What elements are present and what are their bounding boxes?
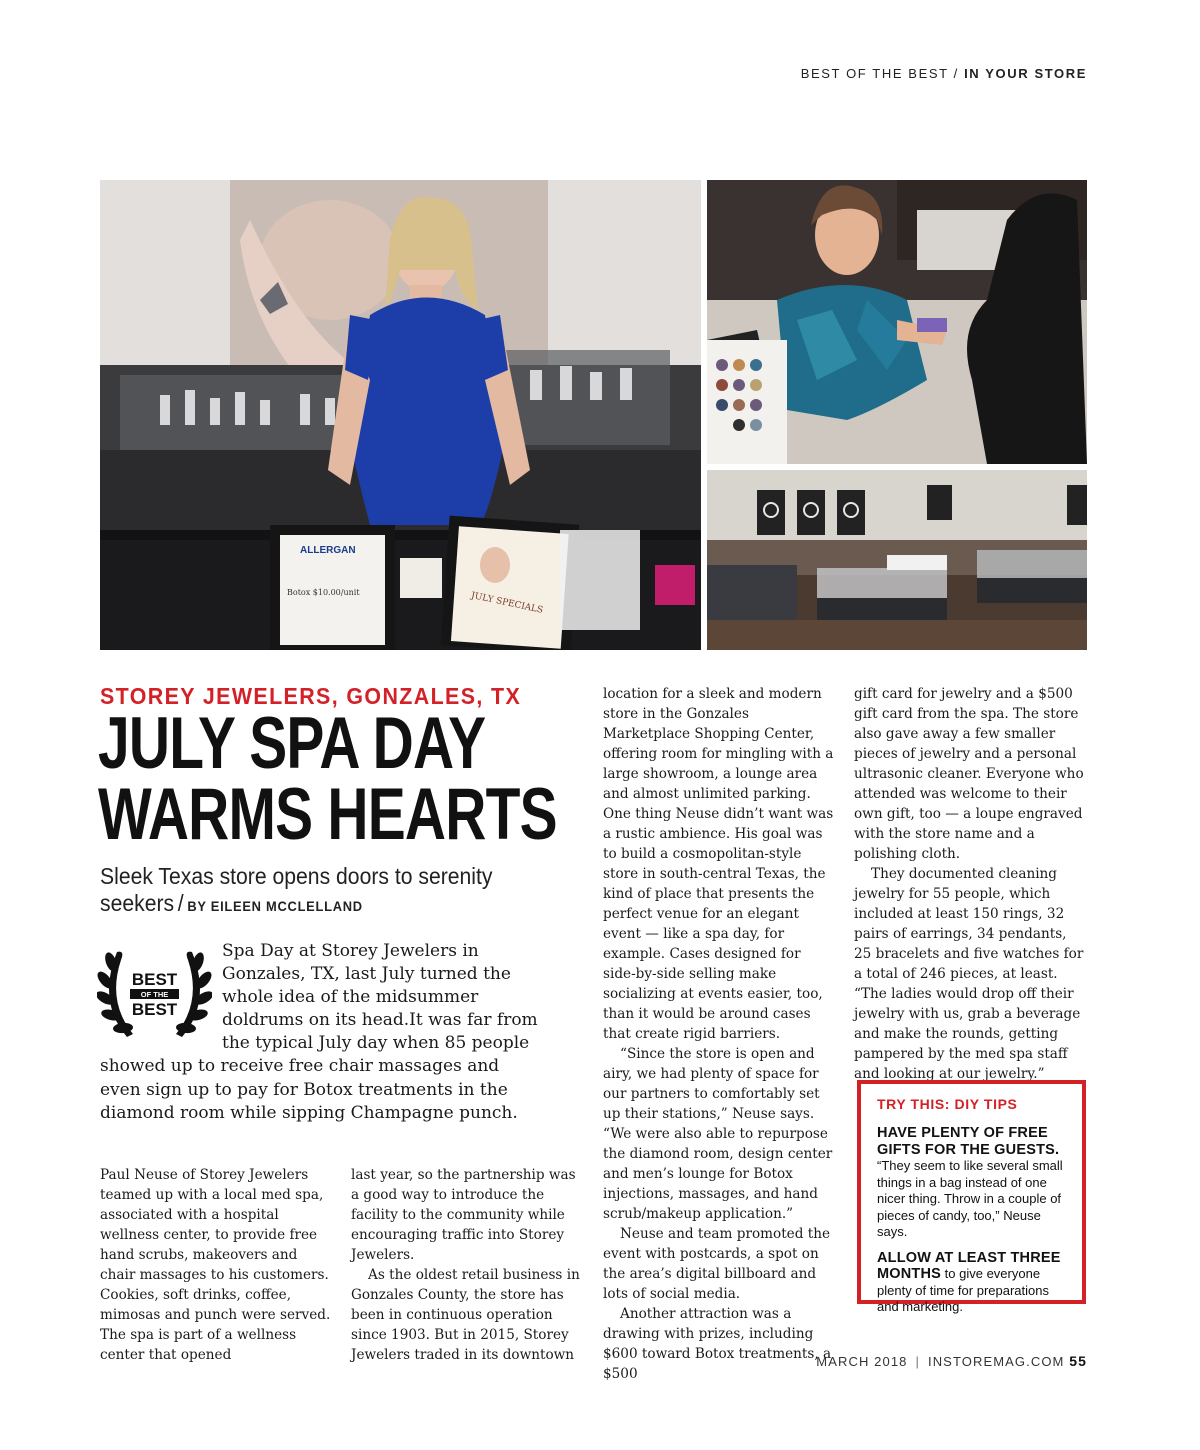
- body-paragraph: Neuse and team promoted the event with postcards, a spot on the area’s digital billboard and lots of social media.: [603, 1226, 830, 1302]
- running-head: [801, 66, 1087, 81]
- body-column-3: [603, 684, 837, 1384]
- footer-separator: |: [915, 1354, 920, 1369]
- body-column-4: [854, 684, 1088, 1084]
- body-column-2: [351, 1165, 583, 1365]
- dek-text: Sleek Texas store opens doors to serenity seekers: [100, 863, 493, 916]
- article-headline: [98, 703, 557, 855]
- tip-item: [877, 1250, 1067, 1316]
- tip-body: to give everyone plenty of time for preparations and marketing.: [877, 1266, 1049, 1314]
- tip-body: “They seem to like several small things in a bag instead of one nicer thing. Throw in a couple of pieces of candy, too,” Neuse says.: [877, 1158, 1063, 1239]
- article-kicker: STOREY JEWELERS, GONZALES, TX: [100, 683, 522, 709]
- badge-text-top: BEST: [131, 970, 178, 989]
- footer-site: INSTOREMAG.COM: [927, 1354, 1065, 1369]
- body-paragraph: gift card for jewelry and a $500 gift card from the spa. The store also gave away a few smaller pieces of jewelry and a personal ultrasonic cleaner. Everyone who attended was welcome to their own gift, too — a loupe engraved with the store name and a polishing cloth.: [854, 686, 1084, 862]
- running-head-subsection: IN YOUR STORE: [964, 66, 1087, 81]
- sign-brand-text: ALLERGAN: [300, 545, 356, 556]
- sign-price-text: Botox $10.00/unit: [287, 588, 360, 597]
- intro-text: Spa Day at Storey Jewelers in Gonzales, TX, last July turned the whole idea of the midsummer doldrums on its head.It was far from the typical July day when 85 people showed up to receive free chair massages and even sign up to pay for Botox treatments in the diamond room while sipping Champagne punch.: [100, 941, 538, 1123]
- headline-line-1: JULY SPA DAY: [98, 703, 486, 784]
- tip-heading: ALLOW AT LEAST THREE MONTHS: [877, 1249, 1061, 1282]
- dek-separator: /: [177, 890, 184, 916]
- headline-line-2: WARMS HEARTS: [98, 774, 557, 855]
- page-number: 55: [1069, 1353, 1087, 1369]
- running-head-separator: /: [953, 66, 959, 81]
- body-paragraph: last year, so the partnership was a good way to introduce the facility to the community while encouraging traffic into Storey Jewelers.: [351, 1167, 576, 1263]
- photo-showroom: [707, 470, 1087, 650]
- body-paragraph: location for a sleek and modern store in the Gonzales Marketplace Shopping Center, offering room for mingling with a large showroom, a lounge area and almost unlimited parking. One thing Neuse didn’t want was a rustic ambience. His goal was to build a cosmopolitan-style store in south-central Texas, the kind of place that presents the perfect venue for an elegant event — like a spa day, for example. Cases designed for side-by-side selling make socializing at events easier, too, than it would be around cases that create rigid barriers.: [603, 686, 834, 1042]
- article-intro: [100, 940, 542, 1125]
- tips-title: TRY THIS: DIY TIPS: [877, 1096, 1018, 1112]
- article-dek: [100, 863, 551, 920]
- body-paragraph: “Since the store is open and airy, we had plenty of space for our partners to comfortably set up their stations,” Neuse says. “We were also able to repurpose the diamond room, design center and men’s lounge for Botox injections, massages, and hand scrub/makeup application.”: [603, 1046, 833, 1222]
- body-paragraph: They documented cleaning jewelry for 55 people, which included at least 150 rings, 32 pairs of earrings, 34 pendants, 25 bracelets and five watches for a total of 246 pieces, at least. “The ladies would drop off their jewelry with us, grab a beverage and make the rounds, getting pampered by the med spa staff and looking at our jewelry.”: [854, 866, 1084, 1082]
- running-head-section: BEST OF THE BEST: [800, 66, 949, 81]
- photo-employee-at-table: [100, 180, 701, 650]
- body-paragraph: Another attraction was a drawing with prizes, including $600 toward Botox treatments, a $500: [603, 1306, 832, 1382]
- byline: BY EILEEN MCCLELLAND: [187, 898, 363, 914]
- badge-text-bottom: BEST: [131, 1000, 178, 1019]
- diy-tips-box: [857, 1080, 1086, 1314]
- footer-issue: MARCH 2018: [816, 1354, 908, 1369]
- photo-spa-guest: [707, 180, 1087, 464]
- body-paragraph: Paul Neuse of Storey Jewelers teamed up with a local med spa, associated with a hospital wellness center, to provide free hand scrubs, makeovers and chair massages to his customers. Cookies, soft drinks, coffee, mimosas and punch were served. The spa is part of a wellness center that opened: [100, 1167, 331, 1363]
- page-footer: [816, 1353, 1087, 1369]
- body-column-1: [100, 1165, 332, 1365]
- body-paragraph: As the oldest retail business in Gonzales County, the store has been in continuous operation since 1903. But in 2015, Storey Jewelers traded in its downtown: [351, 1267, 580, 1363]
- tip-heading: HAVE PLENTY OF FREE GIFTS FOR THE GUESTS.: [877, 1125, 1060, 1158]
- poster-title-text: JULY SPECIALS: [470, 590, 544, 616]
- tip-item: [877, 1125, 1067, 1241]
- badge-text-middle: OF THE: [140, 990, 169, 999]
